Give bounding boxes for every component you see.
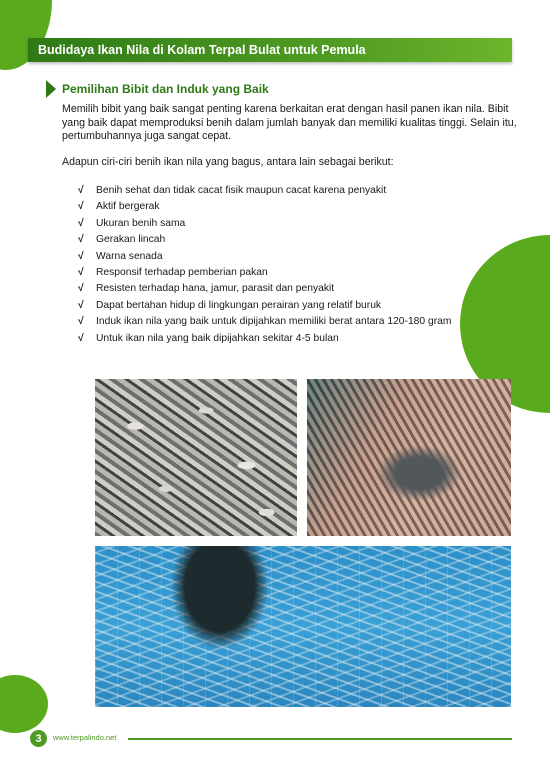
checkmark-icon: √ <box>78 299 84 311</box>
section-title: Pemilihan Bibit dan Induk yang Baik <box>62 82 269 96</box>
checkmark-icon: √ <box>78 267 84 279</box>
list-item: √ Dapat bertahan hidup di lingkungan perairan yang relatif buruk <box>78 298 518 314</box>
checkmark-icon: √ <box>78 316 84 328</box>
list-item: √ Aktif bergerak <box>78 199 518 215</box>
checkmark-icon: √ <box>78 250 84 262</box>
list-item: √ Induk ikan nila yang baik untuk dipijahkan memiliki berat antara 120-180 gram <box>78 314 518 330</box>
checkmark-icon: √ <box>78 234 84 246</box>
checkmark-icon: √ <box>78 217 84 229</box>
list-item: √ Gerakan lincah <box>78 232 518 248</box>
decorative-circle-bottom-left <box>0 675 48 733</box>
checkmark-icon: √ <box>78 283 84 295</box>
footer-divider <box>128 738 512 740</box>
page-number: 3 <box>30 730 47 747</box>
checkmark-icon: √ <box>78 332 84 344</box>
photo-tilapia-harvest <box>95 379 297 536</box>
criteria-intro-paragraph: Adapun ciri-ciri benih ikan nila yang bagus, antara lain sebagai berikut: <box>62 156 394 168</box>
header-title: Budidaya Ikan Nila di Kolam Terpal Bulat untuk Pemula <box>38 43 366 57</box>
list-item: √ Benih sehat dan tidak cacat fisik maupun cacat karena penyakit <box>78 183 518 199</box>
photo-fish-in-tarpaulin-pond <box>95 546 511 707</box>
triangle-bullet-icon <box>46 80 56 98</box>
checkmark-icon: √ <box>78 185 84 196</box>
list-item: √ Resisten terhadap hana, jamur, parasit dan penyakit <box>78 281 518 297</box>
website-link[interactable]: www.terpalindo.net <box>53 733 117 742</box>
section-heading <box>46 80 269 98</box>
header-banner <box>28 38 512 62</box>
list-item: √ Untuk ikan nila yang baik dipijahkan sekitar 4-5 bulan <box>78 331 518 347</box>
photo-fingerlings-in-hand <box>307 379 511 536</box>
intro-paragraph: Memilih bibit yang baik sangat penting karena berkaitan erat dengan hasil panen ikan nila. Bibit yang baik dapat memproduksi benih dalam jumlah banyak dan memiliki kualitas tinggi. Selain itu, pertumbuhannya juga sangat cepat. <box>62 103 517 143</box>
list-item: √ Warna senada <box>78 249 518 265</box>
criteria-checklist <box>78 183 518 347</box>
checkmark-icon: √ <box>78 201 84 213</box>
list-item: √ Responsif terhadap pemberian pakan <box>78 265 518 281</box>
list-item: √ Ukuran benih sama <box>78 216 518 232</box>
